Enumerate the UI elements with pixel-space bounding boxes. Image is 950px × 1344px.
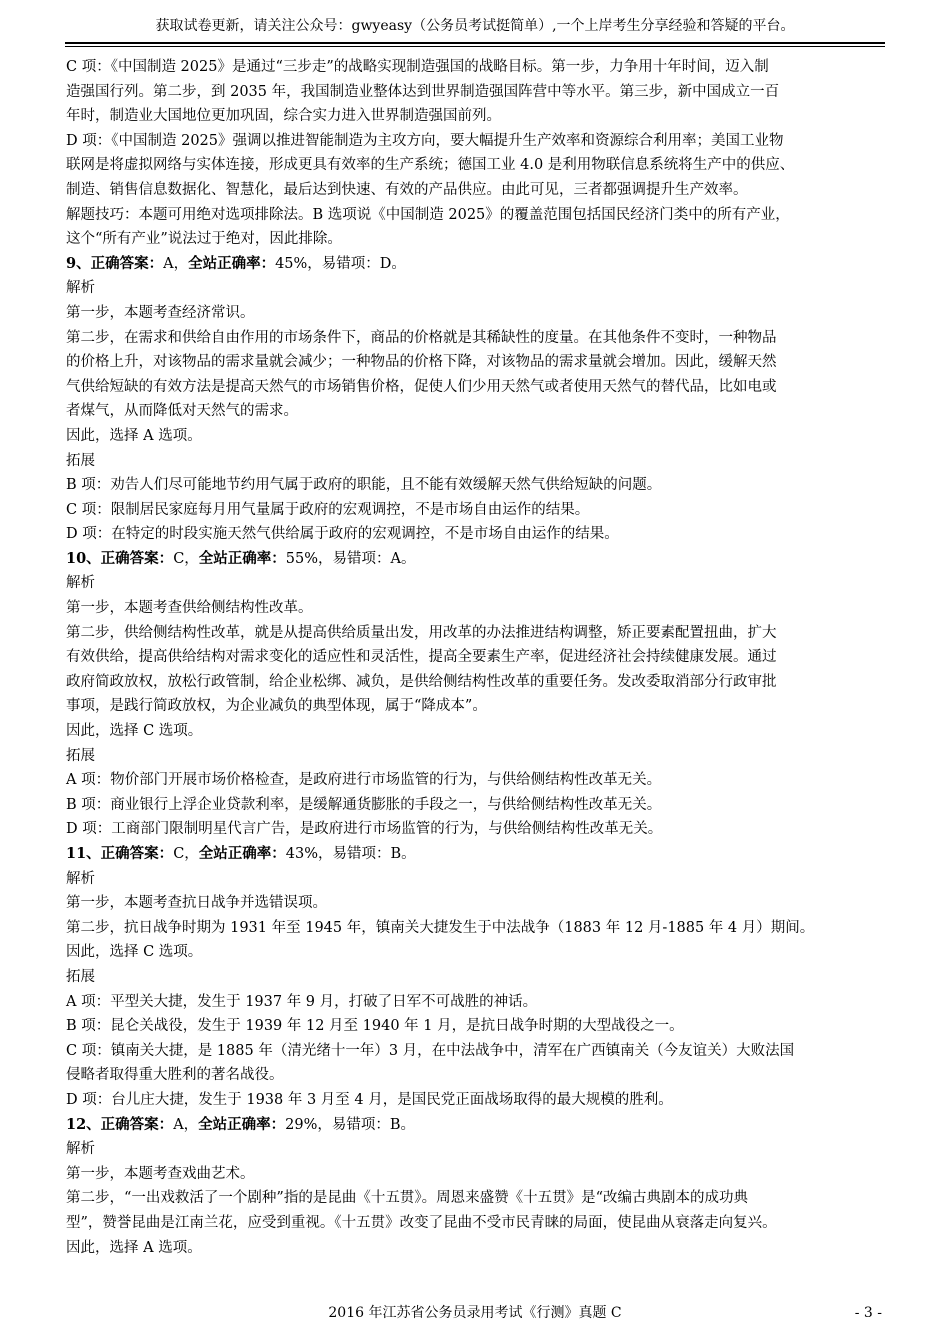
text-line: 拓展 xyxy=(66,747,95,764)
text-line: 气供给短缺的有效方法是提高天然气的市场销售价格，促使人们少用天然气或者使用天然气的替代品，比如电或 xyxy=(66,378,777,395)
text-line: B 项：商业银行上浮企业贷款利率，是缓解通货膨胀的手段之一，与供给侧结构性改革无关。 xyxy=(66,796,662,813)
answer-label: 12、正确答案： xyxy=(66,1115,174,1133)
text-line: 拓展 xyxy=(66,968,95,985)
text-line: A 项：物价部门开展市场价格检查，是政府进行市场监管的行为，与供给侧结构性改革无关。 xyxy=(66,772,662,789)
text-line: 政府简政放权，放松行政管制，给企业松绑、减负，是供给侧结构性改革的重要任务。发改委取消部分行政审批 xyxy=(66,673,777,690)
text-line: B 项：劝告人们尽可能地节约用气属于政府的职能，且不能有效缓解天然气供给短缺的问题。 xyxy=(66,477,662,494)
page-header xyxy=(0,16,950,36)
text-line: 者煤气，从而降低对天然气的需求。 xyxy=(66,403,298,420)
accuracy-value: 55%，易错项：A。 xyxy=(285,550,416,567)
header-rule-thick xyxy=(65,42,885,44)
answer-value: A， xyxy=(163,255,189,272)
answer-label: 10、正确答案： xyxy=(66,549,174,567)
answer-value: C， xyxy=(173,550,199,567)
text-line: 第二步，抗日战争时期为 1931 年至 1945 年，镇南关大捷发生于中法战争（1883 年 12 月-1885 年 4 月）期间。 xyxy=(66,919,815,936)
text-line: 年时，制造业大国地位更加巩固，综合实力进入世界制造强国前列。 xyxy=(66,108,501,125)
text-line: D 项：《中国制造 2025》强调以推进智能制造为主攻方向，要大幅提升生产效率和资源综合利用率；美国工业物 xyxy=(66,132,784,149)
answer-value: A， xyxy=(173,1116,199,1133)
answer-heading xyxy=(66,547,888,572)
accuracy-value: 29%，易错项：B。 xyxy=(285,1116,416,1133)
page-number: - 3 - xyxy=(854,1305,882,1321)
accuracy-label: 全站正确率： xyxy=(198,549,286,567)
answer-heading xyxy=(66,842,888,867)
accuracy-value: 45%，易错项：D。 xyxy=(275,255,406,272)
text-line: 解析 xyxy=(66,280,95,297)
text-line: 有效供给，提高供给结构对需求变化的适应性和灵活性，提高全要素生产率，促进经济社会持续健康发展。通过 xyxy=(66,649,777,666)
text-line: 解析 xyxy=(66,575,95,592)
header-notice: 获取试卷更新，请关注公众号：gwyeasy（公务员考试挺简单）,一个上岸考生分享经验和答疑的平台。 xyxy=(155,18,795,34)
text-line: C 项：镇南关大捷，是 1885 年（清光绪十一年）3 月，在中法战争中，清军在广西镇南关（今友谊关）大败法国 xyxy=(66,1042,795,1059)
text-line: 解题技巧：本题可用绝对选项排除法。B 选项说《中国制造 2025》的覆盖范围包括国民经济门类中的所有产业， xyxy=(66,206,790,223)
text-line: 解析 xyxy=(66,1141,95,1158)
text-line: 第二步，在需求和供给自由作用的市场条件下，商品的价格就是其稀缺性的度量。在其他条件不变时，一种物品 xyxy=(66,329,777,346)
answer-heading xyxy=(66,252,888,277)
answer-value: C， xyxy=(173,846,199,862)
text-line: D 项：在特定的时段实施天然气供给属于政府的宏观调控，不是市场自由运作的结果。 xyxy=(66,526,619,543)
accuracy-label: 全站正确率： xyxy=(198,845,286,862)
text-line: 型”，赞誉昆曲是江南兰花，应受到重视。《十五贯》改变了昆曲不受市民青睐的局面，使昆曲从衰落走向复兴。 xyxy=(66,1214,777,1231)
text-line: 造强国行列。第二步，到 2035 年，我国制造业整体达到世界制造强国阵营中等水平。第三步，新中国成立一百 xyxy=(66,83,780,100)
text-line: A 项：平型关大捷，发生于 1937 年 9 月，打破了日军不可战胜的神话。 xyxy=(66,993,538,1010)
text-line: 第一步，本题考查供给侧结构性改革。 xyxy=(66,600,313,617)
text-line: B 项：昆仑关战役，发生于 1939 年 12 月至 1940 年 1 月，是抗日战争时期的大型战役之一。 xyxy=(66,1018,684,1035)
text-line: 这个“所有产业”说法过于绝对，因此排除。 xyxy=(66,231,342,248)
text-line: 第二步，供给侧结构性改革，就是从提高供给质量出发，用改革的办法推进结构调整，矫正要素配置扭曲，扩大 xyxy=(66,624,777,641)
accuracy-value: 43%，易错项：B。 xyxy=(285,846,416,862)
answer-label: 9、正确答案： xyxy=(66,254,164,272)
text-line: D 项：工商部门限制明星代言广告，是政府进行市场监管的行为，与供给侧结构性改革无关。 xyxy=(66,821,663,838)
text-line: 第二步，“一出戏救活了一个剧种”指的是昆曲《十五贯》。周恩来盛赞《十五贯》是“改编古典剧本的成功典 xyxy=(66,1190,748,1207)
footer-title: 2016 年江苏省公务员录用考试《行测》真题 C xyxy=(328,1305,622,1321)
text-line: 的价格上升，对该物品的需求量就会减少；一种物品的价格下降，对该物品的需求量就会增加。因此，缓解天然 xyxy=(66,354,777,371)
text-line: D 项：台儿庄大捷，发生于 1938 年 3 月至 4 月，是国民党正面战场取得的最大规模的胜利。 xyxy=(66,1091,673,1108)
text-line: 第一步，本题考查抗日战争并选错误项。 xyxy=(66,895,327,912)
text-line: C 项：限制居民家庭每月用气量属于政府的宏观调控，不是市场自由运作的结果。 xyxy=(66,501,590,518)
text-line: 第一步，本题考查戏曲艺术。 xyxy=(66,1165,255,1182)
accuracy-label: 全站正确率： xyxy=(198,1115,286,1133)
text-line: 制造、销售信息数据化、智慧化，最后达到快速、有效的产品供应。由此可见，三者都强调提升生产效率。 xyxy=(66,181,748,198)
accuracy-label: 全站正确率： xyxy=(188,254,276,272)
text-line: 因此，选择 C 选项。 xyxy=(66,944,203,961)
text-line: C 项：《中国制造 2025》是通过“三步走”的战略实现制造强国的战略目标。第一步，力争用十年时间，迈入制 xyxy=(66,59,769,75)
text-line: 联网是将虚拟网络与实体连接，形成更具有效率的生产系统；德国工业 4.0 是利用物联信息系统将生产中的供应、 xyxy=(66,157,795,174)
answer-heading xyxy=(66,1113,888,1138)
header-rule-thin xyxy=(65,46,885,47)
text-line: 侵略者取得重大胜利的著名战役。 xyxy=(66,1067,284,1084)
text-line: 事项，是践行简政放权，为企业减负的典型体现，属于“降成本”。 xyxy=(66,698,487,715)
text-line: 解析 xyxy=(66,870,95,887)
answer-label: 11、正确答案： xyxy=(66,845,174,862)
text-line: 第一步，本题考查经济常识。 xyxy=(66,304,255,321)
text-line: 因此，选择 A 选项。 xyxy=(66,1239,202,1256)
text-line: 因此，选择 A 选项。 xyxy=(66,427,202,444)
text-line: 因此，选择 C 选项。 xyxy=(66,723,203,740)
document-body xyxy=(66,55,888,1260)
text-line: 拓展 xyxy=(66,452,95,469)
